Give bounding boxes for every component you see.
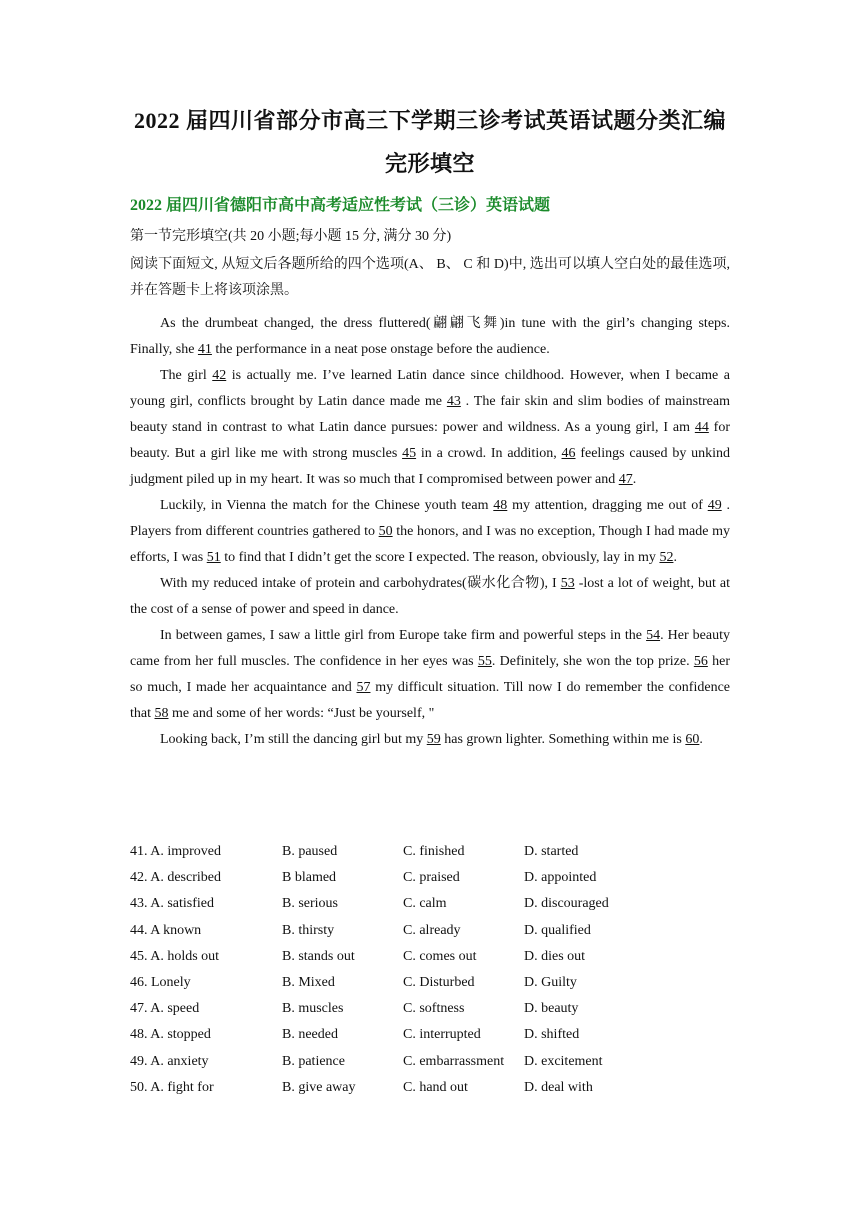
blank-number: 59 xyxy=(426,732,441,747)
question-options-row xyxy=(130,1022,730,1048)
blank-number: 44 xyxy=(694,420,709,435)
question-option: B. Mixed xyxy=(282,974,335,990)
question-option: D. Guilty xyxy=(524,974,577,990)
question-option: C. interrupted xyxy=(403,1027,481,1043)
instructions: 阅读下面短文, 从短文后各题所给的四个选项(A、 B、 C 和 D)中, 选出可以填人空白处的最佳选项, 并在答题卡上将该项涂黑。 xyxy=(130,257,730,298)
section-heading: 第一节完形填空(共 20 小题;每小题 15 分, 满分 30 分) xyxy=(130,229,452,244)
passage-text: for beauty. But a girl like me with strong muscles xyxy=(130,420,731,461)
blank-number: 58 xyxy=(154,706,169,721)
options-list xyxy=(130,839,730,1101)
question-option: B. patience xyxy=(282,1053,345,1069)
blank-number: 50 xyxy=(378,524,393,539)
blank-number: 48 xyxy=(493,498,508,513)
question-option: C. already xyxy=(403,922,461,938)
blank-number: 42 xyxy=(212,368,227,383)
question-option: C. calm xyxy=(403,896,447,912)
question-option-a: 47. A. speed xyxy=(130,1001,200,1017)
passage-text: Luckily, in Vienna the match for the Chinese youth team xyxy=(160,498,494,513)
question-option-a: 46. Lonely xyxy=(130,974,191,990)
passage-text: . Definitely, she won the top prize. xyxy=(491,654,694,669)
question-option: C. hand out xyxy=(403,1079,468,1095)
blank-number: 52 xyxy=(659,550,674,565)
question-option: D. deal with xyxy=(524,1079,593,1095)
question-options-row xyxy=(130,918,730,944)
question-option-a: 42. A. described xyxy=(130,870,221,886)
question-option: B. paused xyxy=(282,844,338,859)
passage-text: to find that I didn’t get the score I expected. The reason, obviously, lay in my xyxy=(220,550,660,565)
question-option: D. appointed xyxy=(524,870,597,886)
passage-text: the honors, and I was no exception, Though I had made my efforts, I was xyxy=(130,524,730,565)
passage-paragraph xyxy=(130,363,730,493)
passage-text: my difficult situation. Till now I do remember the confidence that xyxy=(130,680,730,721)
question-option: B. give away xyxy=(282,1079,356,1095)
question-option: D. shifted xyxy=(524,1027,580,1043)
passage-text: feelings caused by unkind judgment piled up in my heart. It was so much that I compromised between power and xyxy=(130,446,731,487)
passage-text: . xyxy=(699,732,703,747)
question-option: B. muscles xyxy=(282,1001,344,1017)
question-option: D. dies out xyxy=(524,948,586,964)
passage-text: Looking back, I’m still the dancing girl but my xyxy=(160,732,427,747)
passage-text: me and some of her words: “Just be yourself, " xyxy=(168,706,435,721)
passage-text: As the drumbeat changed, the dress fluttered(翩翩飞舞)in tune with the girl’s changing steps. Finally, she xyxy=(130,316,730,357)
blank-number: 46 xyxy=(561,446,576,461)
passage-text: The girl xyxy=(160,368,213,383)
question-options-row xyxy=(130,1049,730,1075)
question-option: B. thirsty xyxy=(282,922,335,938)
passage-text: has grown lighter. Something within me is xyxy=(440,732,686,747)
blank-number: 45 xyxy=(402,446,417,461)
exam-subtitle: 2022 届四川省德阳市高中高考适应性考试（三诊）英语试题 xyxy=(130,197,551,214)
question-options-row xyxy=(130,865,730,891)
blank-number: 56 xyxy=(693,654,708,669)
question-option-a: 43. A. satisfied xyxy=(130,896,214,912)
passage-text: is actually me. I’ve learned Latin dance since childhood. However, when I became a young girl, conflicts brought by Latin dance made me xyxy=(130,368,730,409)
question-option: C. praised xyxy=(403,870,460,886)
question-option: B blamed xyxy=(282,870,337,886)
passage-text: . Players from different countries gathered to xyxy=(130,498,731,539)
blank-number: 57 xyxy=(356,680,371,695)
question-option-a: 50. A. fight for xyxy=(130,1079,214,1095)
blank-number: 43 xyxy=(446,394,461,409)
question-options-row xyxy=(130,996,730,1022)
question-option: D. discouraged xyxy=(524,896,609,912)
blank-number: 55 xyxy=(477,654,492,669)
blank-number: 51 xyxy=(206,550,221,565)
question-option: C. finished xyxy=(403,844,465,859)
question-option: D. qualified xyxy=(524,922,591,938)
question-option: C. Disturbed xyxy=(403,974,475,990)
passage-text: my attention, dragging me out of xyxy=(507,498,708,513)
blank-number: 53 xyxy=(560,576,575,591)
passage-paragraph xyxy=(130,571,730,623)
passage-text: -lost a lot of weight, but at the cost of a sense of power and speed in dance. xyxy=(130,576,730,617)
blank-number: 49 xyxy=(707,498,722,513)
question-option: C. softness xyxy=(403,1001,465,1017)
question-option-a: 45. A. holds out xyxy=(130,948,220,964)
question-option: D. excitement xyxy=(524,1053,603,1069)
question-option: C. embarrassment xyxy=(403,1053,505,1069)
passage-text: . xyxy=(632,472,637,487)
passage-text: . Her beauty came from her full muscles. The confidence in her eyes was xyxy=(130,628,730,669)
blank-number: 47 xyxy=(618,472,633,487)
question-option: B. needed xyxy=(282,1027,338,1043)
passage-paragraph xyxy=(130,311,730,363)
question-options-row xyxy=(130,839,730,865)
question-options-row xyxy=(130,891,730,917)
cloze-passage xyxy=(130,311,730,753)
question-options-row xyxy=(130,970,730,996)
passage-text: the performance in a neat pose onstage before the audience. xyxy=(211,342,550,357)
passage-text: In between games, I saw a little girl from Europe take firm and powerful steps in the xyxy=(160,628,647,643)
passage-text: . The fair skin and slim bodies of mainstream beauty stand in contrast to what Latin dance pursues: power and wildness. As a young girl, I am xyxy=(130,394,731,435)
question-option: D. beauty xyxy=(524,1001,579,1017)
question-option: B. serious xyxy=(282,896,338,912)
blank-number: 41 xyxy=(197,342,212,357)
question-option: B. stands out xyxy=(282,948,355,964)
passage-paragraph xyxy=(130,493,730,571)
question-option-a: 49. A. anxiety xyxy=(130,1053,209,1069)
question-option: D. started xyxy=(524,844,579,859)
passage-paragraph xyxy=(130,623,730,727)
blank-number: 60 xyxy=(685,732,700,747)
passage-text: . xyxy=(673,550,677,565)
question-option-a: 48. A. stopped xyxy=(130,1027,211,1043)
question-option-a: 44. A known xyxy=(130,922,202,938)
passage-text: her so much, I made her acquaintance and xyxy=(130,654,730,695)
passage-text: in a crowd. In addition, xyxy=(416,446,562,461)
question-options-row xyxy=(130,944,730,970)
document-title: 2022 届四川省部分市高三下学期三诊考试英语试题分类汇编 xyxy=(133,108,726,133)
passage-text: With my reduced intake of protein and carbohydrates(碳水化合物), I xyxy=(160,576,561,591)
passage-paragraph xyxy=(130,727,730,753)
question-options-row xyxy=(130,1075,730,1101)
blank-number: 54 xyxy=(646,628,661,643)
question-option-a: 41. A. improved xyxy=(130,844,221,859)
document-section-title: 完形填空 xyxy=(384,151,475,176)
question-option: C. comes out xyxy=(403,948,477,964)
